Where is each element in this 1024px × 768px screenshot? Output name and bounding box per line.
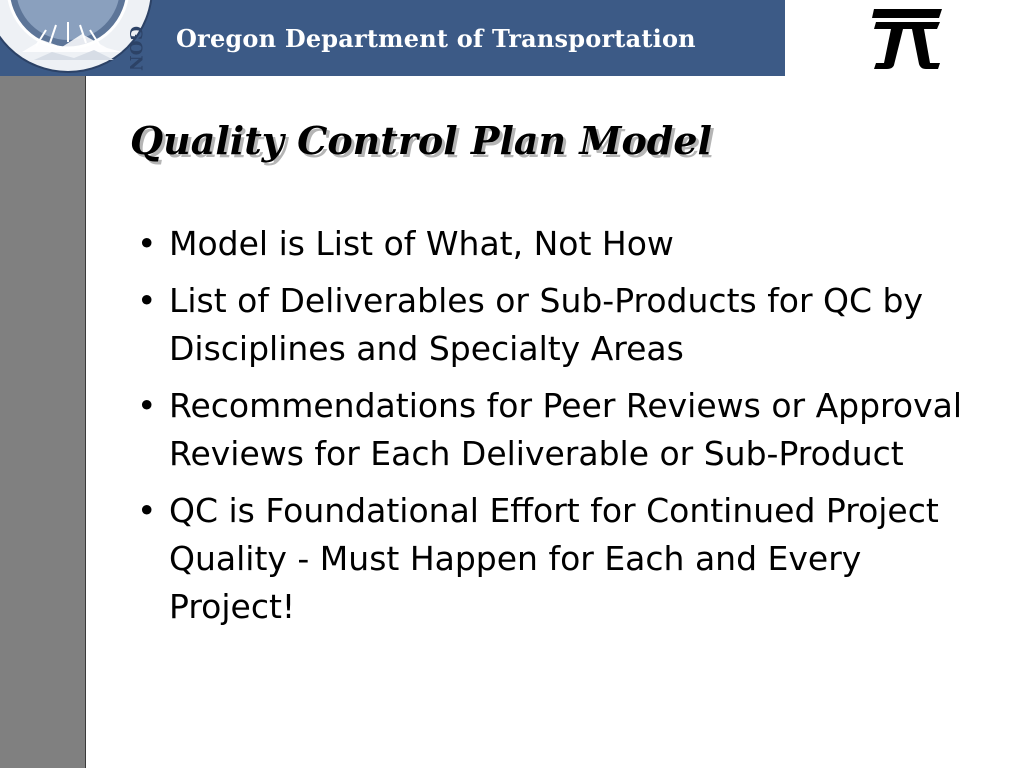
bullet-item xyxy=(133,382,993,478)
organization-name: Oregon Department of Transportation xyxy=(176,24,696,53)
bullet-text: Model is List of What, Not How xyxy=(169,224,674,263)
bullet-item xyxy=(133,220,993,268)
bullet-text: List of Deliverables or Sub-Products for QC by Disciplines and Specialty Areas xyxy=(169,281,924,368)
seal-lettering: GON xyxy=(125,26,145,71)
header-banner xyxy=(0,0,785,76)
state-seal-icon xyxy=(0,0,154,74)
odot-logo-icon xyxy=(870,5,946,71)
bullet-dot: • xyxy=(137,224,157,263)
slide-title: Quality Control Plan Model xyxy=(130,118,712,163)
bullet-dot: • xyxy=(137,386,157,425)
bullet-text: Recommendations for Peer Reviews or Approval Reviews for Each Deliverable or Sub-Product xyxy=(169,386,962,473)
bullet-list xyxy=(133,220,993,640)
bullet-dot: • xyxy=(137,491,157,530)
bullet-item xyxy=(133,487,993,631)
bullet-text: QC is Foundational Effort for Continued Project Quality - Must Happen for Each and Every Project! xyxy=(169,491,939,626)
left-side-bar xyxy=(0,76,86,768)
bullet-dot: • xyxy=(137,281,157,320)
bullet-item xyxy=(133,277,993,373)
